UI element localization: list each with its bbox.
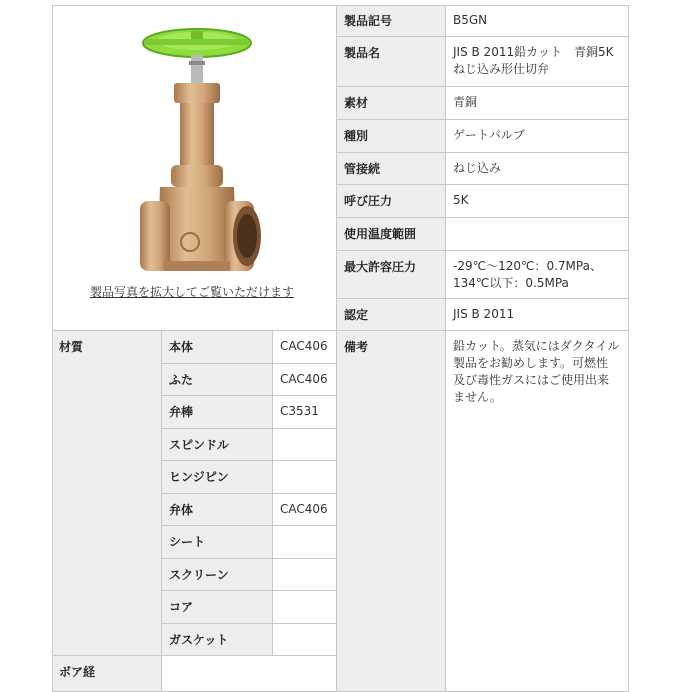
part-value (273, 591, 337, 624)
product-spec-table (52, 5, 629, 692)
spec-label-temperature-range: 使用温度範囲 (337, 218, 446, 251)
part-value: CAC406 (273, 331, 337, 364)
spec-value-certification: JIS B 2011 (446, 299, 629, 331)
bore-value (162, 656, 337, 692)
part-label: ふた (162, 364, 273, 396)
part-value (273, 526, 337, 559)
part-label: 弁体 (162, 494, 273, 526)
spec-value-temperature-range (446, 218, 629, 251)
materials-label: 材質 (52, 331, 162, 656)
spec-label-connection: 管接続 (337, 153, 446, 185)
part-label: シート (162, 526, 273, 559)
spec-value-material: 青銅 (446, 87, 629, 120)
photo-cell (52, 5, 337, 331)
part-label: スクリーン (162, 559, 273, 591)
spec-value-nominal-pressure: 5K (446, 185, 629, 218)
bore-label: ボア経 (52, 656, 162, 692)
spec-label-certification: 認定 (337, 299, 446, 331)
part-label: ヒンジピン (162, 461, 273, 494)
spec-value-connection: ねじ込み (446, 153, 629, 185)
part-label: 本体 (162, 331, 273, 364)
part-label: ガスケット (162, 624, 273, 656)
notes-label: 備考 (337, 331, 446, 692)
part-label: 弁棒 (162, 396, 273, 429)
part-value (273, 559, 337, 591)
spec-value-max-pressure: -29℃～120℃：0.7MPa、 134℃以下：0.5MPa (446, 251, 629, 299)
spec-value-type: ゲートバルブ (446, 120, 629, 153)
enlarge-photo-link[interactable]: 製品写真を拡大してご覧いただけます (90, 285, 295, 299)
part-label: コア (162, 591, 273, 624)
part-value (273, 461, 337, 494)
notes-value: 鉛カット。蒸気にはダクタイル製品をお勧めします。可燃性及び毒性ガスにはご使用出来ません。 (446, 331, 629, 692)
spec-value-product-name: JIS B 2011鉛カット 青銅5K ねじ込み形仕切弁 (446, 37, 629, 87)
part-value: CAC406 (273, 494, 337, 526)
part-value: C3531 (273, 396, 337, 429)
spec-label-max-pressure: 最大許容圧力 (337, 251, 446, 299)
spec-label-product-name: 製品名 (337, 37, 446, 87)
part-label: スピンドル (162, 429, 273, 461)
spec-label-product-code: 製品記号 (337, 5, 446, 37)
spec-label-material: 素材 (337, 87, 446, 120)
part-value (273, 429, 337, 461)
part-value (273, 624, 337, 656)
part-value: CAC406 (273, 364, 337, 396)
spec-label-nominal-pressure: 呼び圧力 (337, 185, 446, 218)
spec-value-product-code: B5GN (446, 5, 629, 37)
spec-label-type: 種別 (337, 120, 446, 153)
